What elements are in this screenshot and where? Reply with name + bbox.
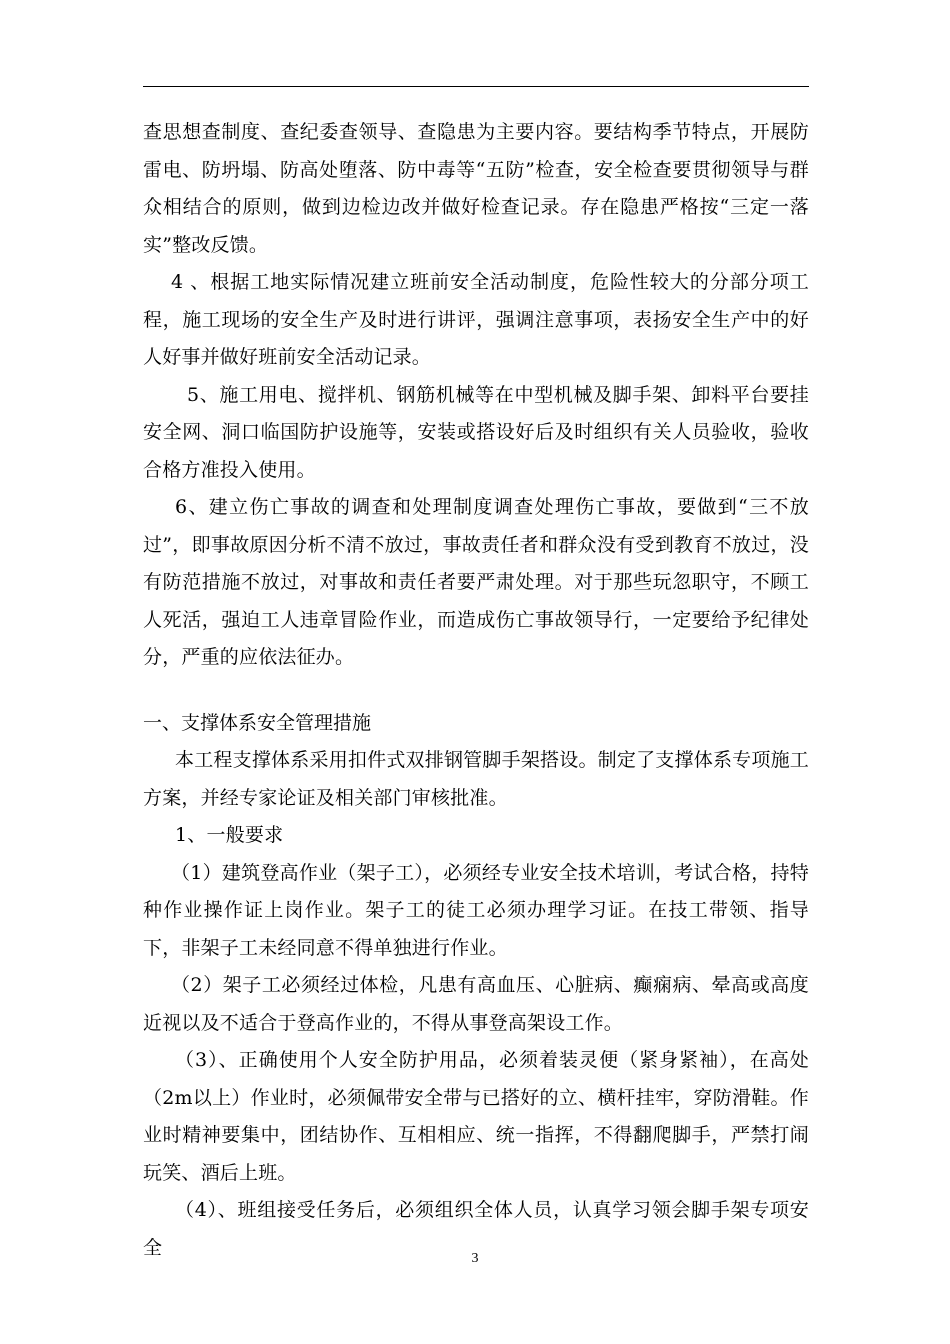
paragraph-inspection-content: 查思想查制度、查纪委查领导、查隐患为主要内容。要结构季节特点，开展防雷电、防坍塌、防高处堕落、防中毒等“五防”检查，安全检查要贯彻领导与群众相结合的原则，做到边检边改并做好检查记录。存在隐患严格按“三定一落实”整改反馈。 xyxy=(143,121,809,256)
requirement-4: （4）、班组接受任务后，必须组织全体人员，认真学习领会脚手架专项安全 xyxy=(143,1199,809,1259)
paragraph-item-5: 5、施工用电、搅拌机、钢筋机械等在中型机械及脚手架、卸料平台要挂安全网、洞口临国防护设施等，安装或搭设好后及时组织有关人员验收，验收合格方准投入使用。 xyxy=(143,383,809,481)
section-heading: 一、支撑体系安全管理措施 xyxy=(143,711,372,734)
requirement-3: （3）、正确使用个人安全防护用品，必须着装灵便（紧身紧袖），在高处（2m以上）作业时，必须佩带安全带与已搭好的立、横杆挂牢，穿防滑鞋。作业时精神要集中，团结协作、互相相应、统一指挥，不得翻爬脚手，严禁打闹玩笑、酒后上班。 xyxy=(143,1049,809,1184)
page-number: 3 xyxy=(471,1251,479,1266)
requirement-2: （2）架子工必须经过体检，凡患有高血压、心脏病、癫痫病、晕高或高度近视以及不适合于登高作业的，不得从事登高架设工作。 xyxy=(143,974,809,1034)
paragraph-item-4: 4 、根据工地实际情况建立班前安全活动制度，危险性较大的分部分项工程，施工现场的安全生产及时进行讲评，强调注意事项，表扬安全生产中的好人好事并做好班前安全活动记录。 xyxy=(143,271,809,368)
section-intro: 本工程支撑体系采用扣件式双排钢管脚手架搭设。制定了支撑体系专项施工方案，并经专家论证及相关部门审核批准。 xyxy=(143,749,809,809)
subsection-heading: 1、一般要求 xyxy=(175,824,284,846)
requirement-1: （1）建筑登高作业（架子工），必须经专业安全技术培训，考试合格，持特种作业操作证上岗作业。架子工的徒工必须办理学习证。在技工带领、指导下，非架子工未经同意不得单独进行作业。 xyxy=(143,861,809,959)
paragraph-item-6: 6、建立伤亡事故的调查和处理制度调查处理伤亡事故，要做到“三不放过”，即事故原因分析不清不放过，事故责任者和群众没有受到教育不放过，没有防范措施不放过，对事故和责任者要严肃处理。对于那些玩忽职守，不顾工人死活，强迫工人违章冒险作业，而造成伤亡事故领导行，一定要给予纪律处分，严重的应依法征办。 xyxy=(143,496,809,668)
header-rule xyxy=(143,86,809,87)
section-spacer xyxy=(143,677,809,705)
page-body xyxy=(143,114,809,1267)
